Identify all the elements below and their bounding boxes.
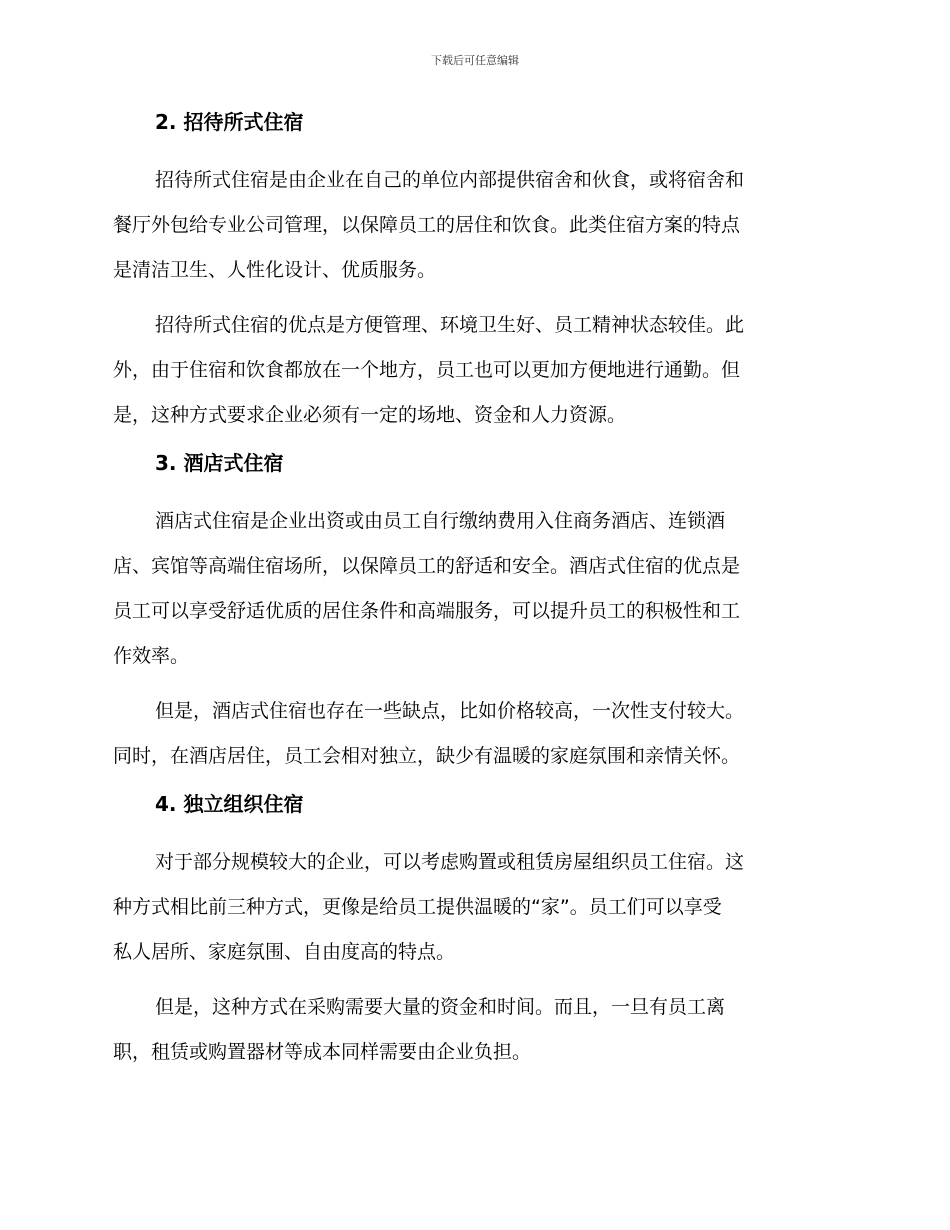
paragraph-hostel-pros-cons: 招待所式住宿的优点是方便管理、环境卫生好、员工精神状态较佳。此 外，由于住宿和饮食都放在一个地方，员工也可以更加方便地进行通勤。但 是，这种方式要求企业必须有一定的场地、资金和人力资源。 — [113, 314, 745, 426]
section-heading-hostel: 2. 招待所式住宿 — [155, 110, 304, 134]
section-heading-hotel: 3. 酒店式住宿 — [155, 451, 284, 475]
page-header-note: 下载后可任意编辑 — [431, 54, 519, 67]
section-heading-independent: 4. 独立组织住宿 — [155, 792, 304, 816]
paragraph-hostel-description: 招待所式住宿是由企业在自己的单位内部提供宿舍和伙食，或将宿舍和 餐厅外包给专业公司管理，以保障员工的居住和饮食。此类住宿方案的特点 是清洁卫生、人性化设计、优质服务。 — [113, 169, 745, 281]
paragraph-independent-description: 对于部分规模较大的企业，可以考虑购置或租赁房屋组织员工住宿。这 种方式相比前三种方式，更像是给员工提供温暖的“家”。员工们可以享受 私人居所、家庭氛围、自由度高的特点。 — [113, 851, 745, 963]
paragraph-independent-cons: 但是，这种方式在采购需要大量的资金和时间。而且，一旦有员工离 职，租赁或购置器材等成本同样需要由企业负担。 — [113, 996, 726, 1063]
paragraph-hotel-cons: 但是，酒店式住宿也存在一些缺点，比如价格较高，一次性支付较大。 同时，在酒店居住，员工会相对独立，缺少有温暖的家庭氛围和亲情关怀。 — [113, 700, 745, 767]
paragraph-hotel-description: 酒店式住宿是企业出资或由员工自行缴纳费用入住商务酒店、连锁酒 店、宾馆等高端住宿场所，以保障员工的舒适和安全。酒店式住宿的优点是 员工可以享受舒适优质的居住条件和高端服务，可以提升员工的积极性和工 作效率。 — [113, 510, 741, 667]
document-body — [113, 107, 833, 1085]
